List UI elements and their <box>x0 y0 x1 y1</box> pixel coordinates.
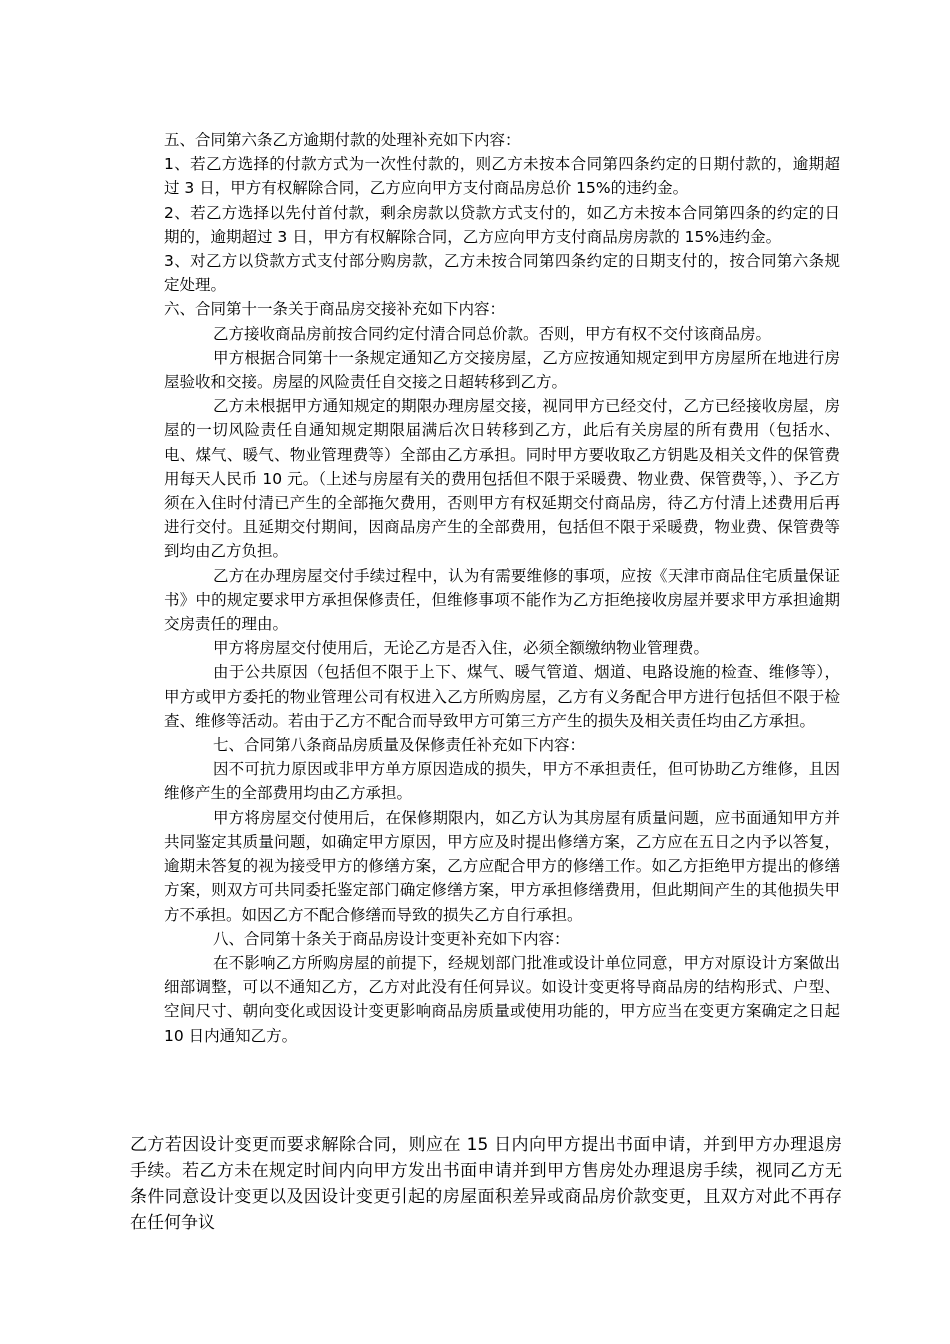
contract-body <box>164 128 840 1048</box>
section-8-heading: 八、合同第十条关于商品房设计变更补充如下内容： <box>213 929 570 948</box>
section-5-item-3: 3、对乙方以贷款方式支付部分购房款，乙方未按合同第四条约定的日期支付的，按合同第六条规定处理。 <box>164 252 840 295</box>
section-7-para-2: 甲方将房屋交付使用后，在保修期限内，如乙方认为其房屋有质量问题，应书面通知甲方并共同鉴定其质量问题，如确定甲方原因，甲方应及时提出修缮方案，乙方应在五日之内予以答复，逾期未答复的视为接受甲方的修缮方案，乙方应配合甲方的修缮工作。如乙方拒绝甲方提出的修缮方案，则双方可共同委托鉴定部门确定修缮方案，甲方承担修缮费用，但此期间产生的其他损失甲方不承担。如因乙方不配合修缮而导致的损失乙方自行承担。 <box>164 808 840 924</box>
section-6-heading: 六、合同第十一条关于商品房交接补充如下内容： <box>164 300 506 319</box>
section-6-para-5: 甲方将房屋交付使用后，无论乙方是否入住，必须全额缴纳物业管理费。 <box>213 639 710 658</box>
section-7-para-1: 因不可抗力原因或非甲方单方原因造成的损失，甲方不承担责任，但可协助乙方维修，且因维修产生的全部费用均由乙方承担。 <box>164 760 840 803</box>
section-6-para-3: 乙方未根据甲方通知规定的期限办理房屋交接，视同甲方已经交付，乙方已经接收房屋，房屋的一切风险责任自通知规定期限届满后次日转移到乙方，此后有关房屋的所有费用（包括水、电、煤气、暖气、物业管理费等）全部由乙方承担。同时甲方要收取乙方钥匙及相关文件的保管费用每天人民币 10 元。（上述与房屋有关的费用包括但不限于采暖费、物业费、保管费等，）、予乙方须在入住时付清已产生的全部拖欠费用，否则甲方有权延期交付商品房，待乙方付清上述费用后再进行交付。且延期交付期间，因商品房产生的全部费用，包括但不限于采暖费，物业费、保管费等到均由乙方负担。 <box>164 397 840 561</box>
section-6-para-1: 乙方接收商品房前按合同约定付清合同总价款。否则，甲方有权不交付该商品房。 <box>213 324 772 343</box>
section-7-heading: 七、合同第八条商品房质量及保修责任补充如下内容： <box>213 736 586 755</box>
closing-paragraph-block <box>130 1132 842 1236</box>
section-5-item-2: 2、若乙方选择以先付首付款，剩余房款以贷款方式支付的，如乙方未按本合同第四条的约定的日期的，逾期超过 3 日，甲方有权解除合同，乙方应向甲方支付商品房房款的 15%违约金。 <box>164 203 840 246</box>
section-6-para-2: 甲方根据合同第十一条规定通知乙方交接房屋，乙方应按通知规定到甲方房屋所在地进行房屋验收和交接。房屋的风险责任自交接之日超转移到乙方。 <box>164 348 840 392</box>
section-5-heading: 五、合同第六条乙方逾期付款的处理补充如下内容： <box>164 131 521 149</box>
section-5-item-1: 1、若乙方选择的付款方式为一次性付款的，则乙方未按本合同第四条约定的日期付款的，逾期超过 3 日，甲方有权解除合同，乙方应向甲方支付商品房总价 15%的违约金。 <box>164 155 840 198</box>
closing-paragraph: 乙方若因设计变更而要求解除合同，则应在 15 日内向甲方提出书面申请，并到甲方办理退房手续。若乙方未在规定时间内向甲方发出书面申请并到甲方售房处办理退房手续，视同乙方无条件同意设计变更以及因设计变更引起的房屋面积差异或商品房价款变更，且双方对此不再存在任何争议 <box>130 1135 842 1233</box>
section-6-para-4: 乙方在办理房屋交付手续过程中，认为有需要维修的事项，应按《天津市商品住宅质量保证书》中的规定要求甲方承担保修责任，但维修事项不能作为乙方拒绝接收房屋并要求甲方承担逾期交房责任的理由。 <box>164 566 840 634</box>
section-8-para-1: 在不影响乙方所购房屋的前提下，经规划部门批准或设计单位同意，甲方对原设计方案做出细部调整，可以不通知乙方，乙方对此没有任何异议。如设计变更将导商品房的结构形式、户型、空间尺寸、朝向变化或因设计变更影响商品房质量或使用功能的，甲方应当在变更方案确定之日起 10 日内通知乙方。 <box>164 953 840 1045</box>
section-6-para-6: 由于公共原因（包括但不限于上下、煤气、暖气管道、烟道、电路设施的检查、维修等），甲方或甲方委托的物业管理公司有权进入乙方所购房屋，乙方有义务配合甲方进行包括但不限于检查、维修等活动。若由于乙方不配合而导致甲方可第三方产生的损失及相关责任均由乙方承担。 <box>164 663 840 730</box>
